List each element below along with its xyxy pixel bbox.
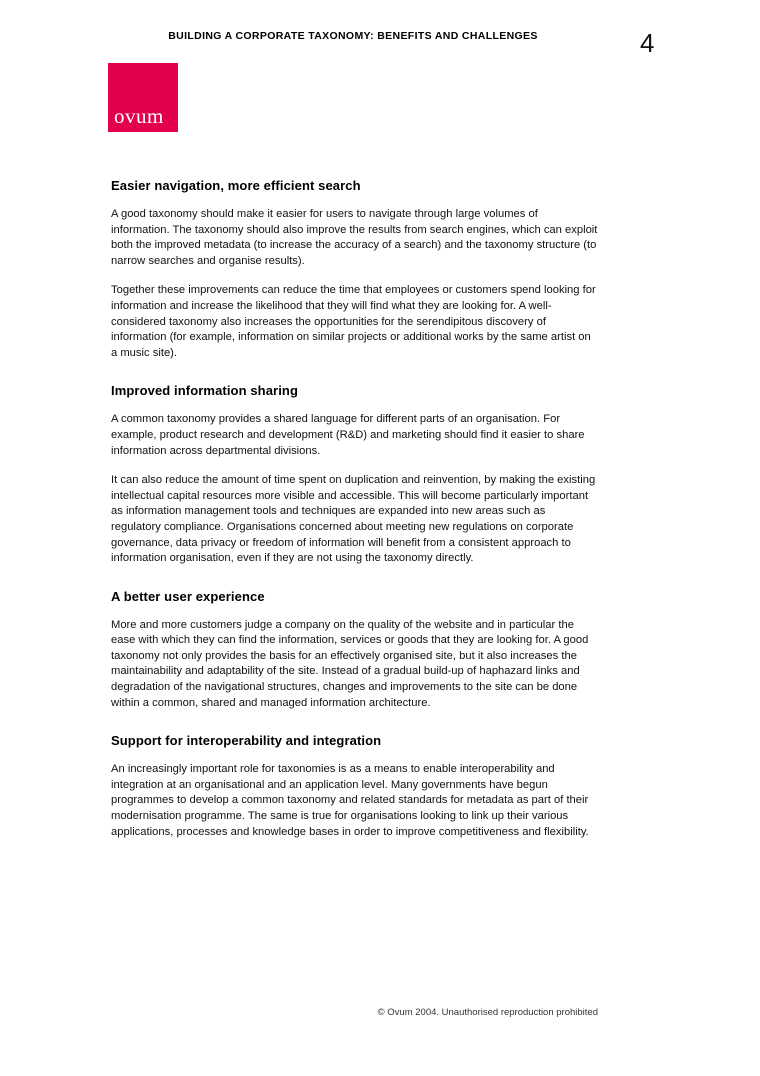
section-heading: Easier navigation, more efficient search <box>111 178 361 193</box>
paragraph: It can also reduce the amount of time spent on duplication and reinvention, by making the existing intellectual capital resources more visible and accessible. This will become particularly important as information management tools and techniques are expanded into new areas such as regulatory compliance. Organisations concerned about meeting new regulations on corporate governance, data privacy or freedom of information will benefit from a consistent approach to information organisation, even if they are not using the taxonomy directly. <box>111 474 596 565</box>
section-better-user-experience <box>111 589 598 712</box>
paragraph: A good taxonomy should make it easier for users to navigate through large volumes of information. The taxonomy should also improve the results from search engines, which can exploit both the improved metadata (to increase the accuracy of a search) and the taxonomy structure (to narrow searches and organise results). <box>111 208 598 267</box>
paragraph: More and more customers judge a company on the quality of the website and in particular the ease with which they can find the information, services or goods that they are looking for. A good taxonomy not only provides the basis for an effectively organised site, but it also increases the maintainability and adaptability of the site. Instead of a gradual build-up of haphazard links and degradation of the navigational structures, changes and improvements to the site can be done within a common, shared and managed information architecture. <box>111 618 589 709</box>
paragraph: Together these improvements can reduce the time that employees or customers spend looking for information and increase the likelihood that they will find what they are looking for. A well-considered taxonomy also increases the opportunities for the serendipitous discovery of information (for example, information on similar projects or additional works by the same artist on a music site). <box>111 284 596 359</box>
section-support-interoperability <box>111 733 598 840</box>
page-number: 4 <box>640 28 655 58</box>
paragraph: A common taxonomy provides a shared language for different parts of an organisation. For example, product research and development (R&D) and marketing should find it easier to share information across departmental divisions. <box>111 413 585 457</box>
ovum-logo <box>108 63 178 132</box>
section-heading: Improved information sharing <box>111 383 298 399</box>
section-heading: A better user experience <box>111 588 265 604</box>
paragraph: An increasingly important role for taxonomies is as a means to enable interoperability and integration at an organisational and an application level. Many governments have begun programmes to develop a common taxonomy and related standards for metadata as part of their modernisation programme. The same is true for organisations looking to link up their various applications, processes and knowledge bases in order to improve competitiveness and flexibility. <box>111 763 589 838</box>
running-header-title: BUILDING A CORPORATE TAXONOMY: BENEFITS AND CHALLENGES <box>168 30 538 42</box>
section-improved-information-sharing <box>111 383 598 566</box>
document-body <box>111 178 598 840</box>
section-easier-navigation <box>111 178 598 361</box>
section-heading: Support for interoperability and integration <box>111 733 382 749</box>
ovum-logo-wordmark: ovum <box>114 104 164 128</box>
footer-copyright: © Ovum 2004. Unauthorised reproduction prohibited <box>377 1007 598 1018</box>
